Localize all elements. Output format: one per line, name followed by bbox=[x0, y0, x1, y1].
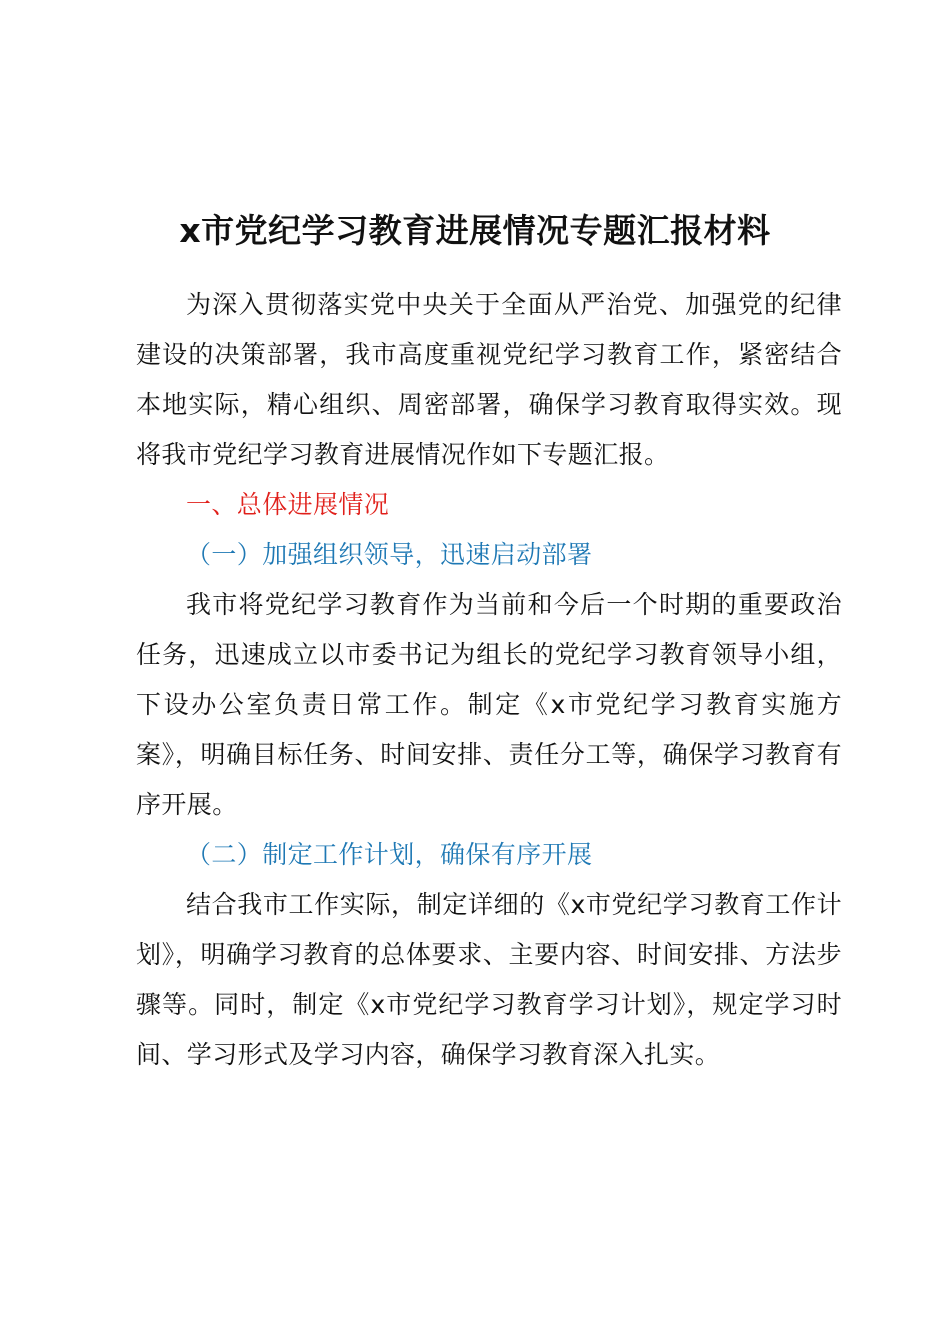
subsection-paragraph-organization: 我市将党纪学习教育作为当前和今后一个时期的重要政治任务，迅速成立以市委书记为组长的党纪学习教育领导小组，下设办公室负责日常工作。制定《x市党纪学习教育实施方案》，明确目标任务、时间安排、责任分工等，确保学习教育有序开展。 bbox=[136, 590, 842, 819]
document-title: x市党纪学习教育进展情况专题汇报材料 bbox=[179, 211, 771, 250]
subsection-heading-organization: （一）加强组织领导，迅速启动部署 bbox=[186, 540, 593, 569]
intro-paragraph: 为深入贯彻落实党中央关于全面从严治党、加强党的纪律建设的决策部署，我市高度重视党纪学习教育工作，紧密结合本地实际，精心组织、周密部署，确保学习教育取得实效。现将我市党纪学习教育进展情况作如下专题汇报。 bbox=[136, 290, 842, 469]
subsection-paragraph-work-plan: 结合我市工作实际，制定详细的《x市党纪学习教育工作计划》，明确学习教育的总体要求、主要内容、时间安排、方法步骤等。同时，制定《x市党纪学习教育学习计划》，规定学习时间、学习形式及学习内容，确保学习教育深入扎实。 bbox=[136, 890, 842, 1069]
section-heading-overall-progress: 一、总体进展情况 bbox=[186, 490, 390, 519]
subsection-heading-work-plan: （二）制定工作计划，确保有序开展 bbox=[186, 840, 593, 869]
document-body bbox=[136, 280, 842, 1080]
